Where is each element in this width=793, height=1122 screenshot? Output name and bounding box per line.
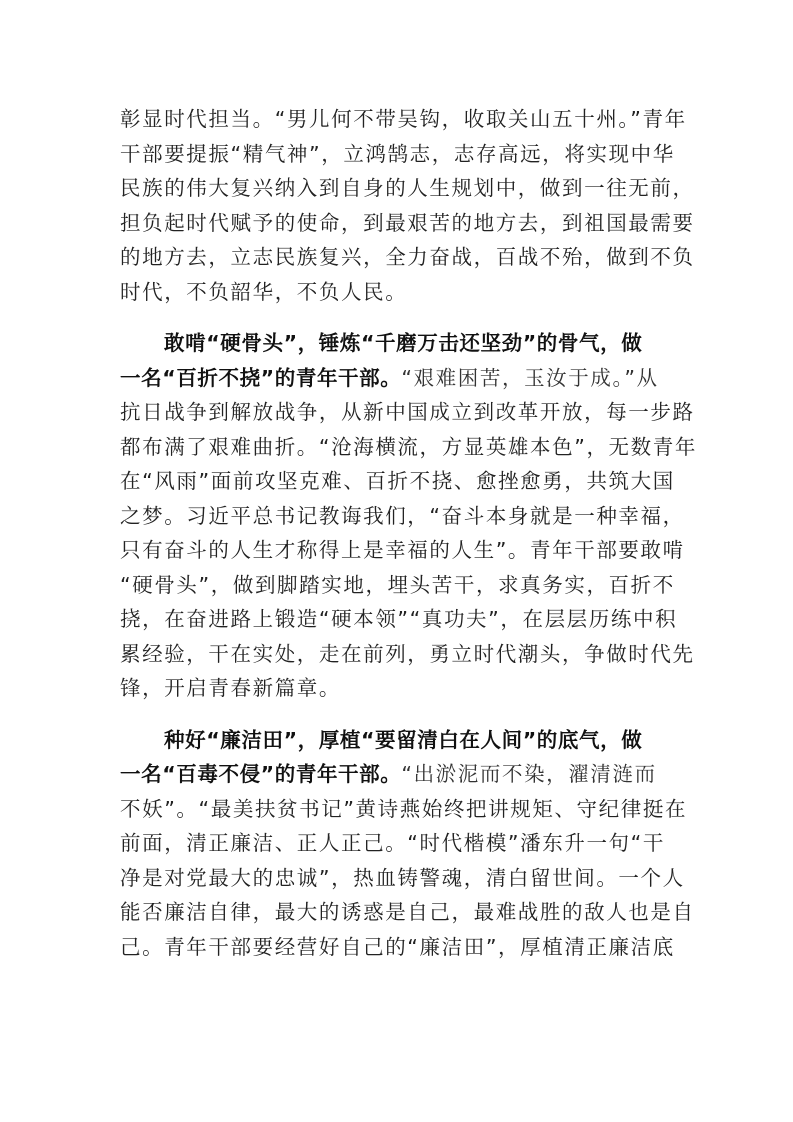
text-line: 抗日战争到解放战争，从新中国成立到改革开放，每一步路 [120,400,695,424]
text-line: 民族的伟大复兴纳入到自身的人生规划中，做到一往无前， [120,176,695,200]
text-run: “出淤泥而不染，濯清涟而 [401,762,657,786]
text-line: “硬骨头”，做到脚踏实地，埋头苦干，求真务实，百折不 [120,572,675,597]
paragraph-3 [120,723,695,965]
text-line: 累经验，干在实处，走在前列，勇立时代潮头，争做时代先 [120,641,695,666]
text-line: 担负起时代赋予的使命，到最艰苦的地方去，到祖国最需要 [120,210,695,235]
text-line: 时代，不负韶华，不负人民。 [120,279,408,304]
text-line: 的地方去，立志民族复兴，全力奋战，百战不殆，做到不负 [120,245,695,269]
text-line: 之梦。习近平总书记教诲我们，“奋斗本身就是一种幸福， [120,503,685,528]
text-line: 净是对党最大的忠诚”，热血铸警魂，清白留世间。一个人 [120,865,685,890]
paragraph-spacer [120,309,676,326]
text-line: 不妖”。“最美扶贫书记”黄诗燕始终把讲规矩、守纪律挺在 [120,796,688,821]
text-run: “艰难困苦，玉汝于成。”从 [401,365,659,390]
paragraph-2 [120,326,697,706]
text-line: 都布满了艰难曲折。“沧海横流，方显英雄本色”，无数青年 [120,434,697,459]
paragraph-1 [120,102,695,309]
paragraph-heading-continued: 一名“百毒不侵”的青年干部。 [120,762,402,786]
text-line: 己。青年干部要经营好自己的“廉洁田”，厚植清正廉洁底 [120,934,675,959]
text-line: 在“风雨”面前攻坚克难、百折不挠、愈挫愈勇，共筑大国 [120,469,675,493]
text-line: 能否廉洁自律，最大的诱惑是自己，最难战胜的敌人也是自 [120,900,695,924]
paragraph-heading: 敢啃“硬骨头”，锤炼“千磨万击还坚劲”的骨气，做 [164,331,643,355]
text-line: 干部要提振“精气神”，立鸿鹄志，志存高远，将实现中华 [120,141,675,166]
text-line: 只有奋斗的人生才称得上是幸福的人生”。青年干部要敢啃 [120,538,685,562]
text-line: 挠，在奋进路上锻造“硬本领”“真功夫”，在层层历练中积 [120,607,678,631]
text-line [120,757,676,792]
text-line: 彰显时代担当。“男儿何不带吴钩，收取关山五十州。”青年 [120,107,687,131]
paragraph-heading: 种好“廉洁田”，厚植“要留清白在人间”的底气，做 [164,727,643,752]
text-line [120,361,676,396]
text-line: 前面，清正廉洁、正人正己。“时代楷模”潘东升一句“干 [120,831,665,855]
text-line: 锋，开启青春新篇章。 [120,676,341,700]
document-body [120,102,697,964]
paragraph-heading-continued: 一名“百折不挠”的青年干部。 [120,365,402,390]
paragraph-spacer [120,706,676,723]
